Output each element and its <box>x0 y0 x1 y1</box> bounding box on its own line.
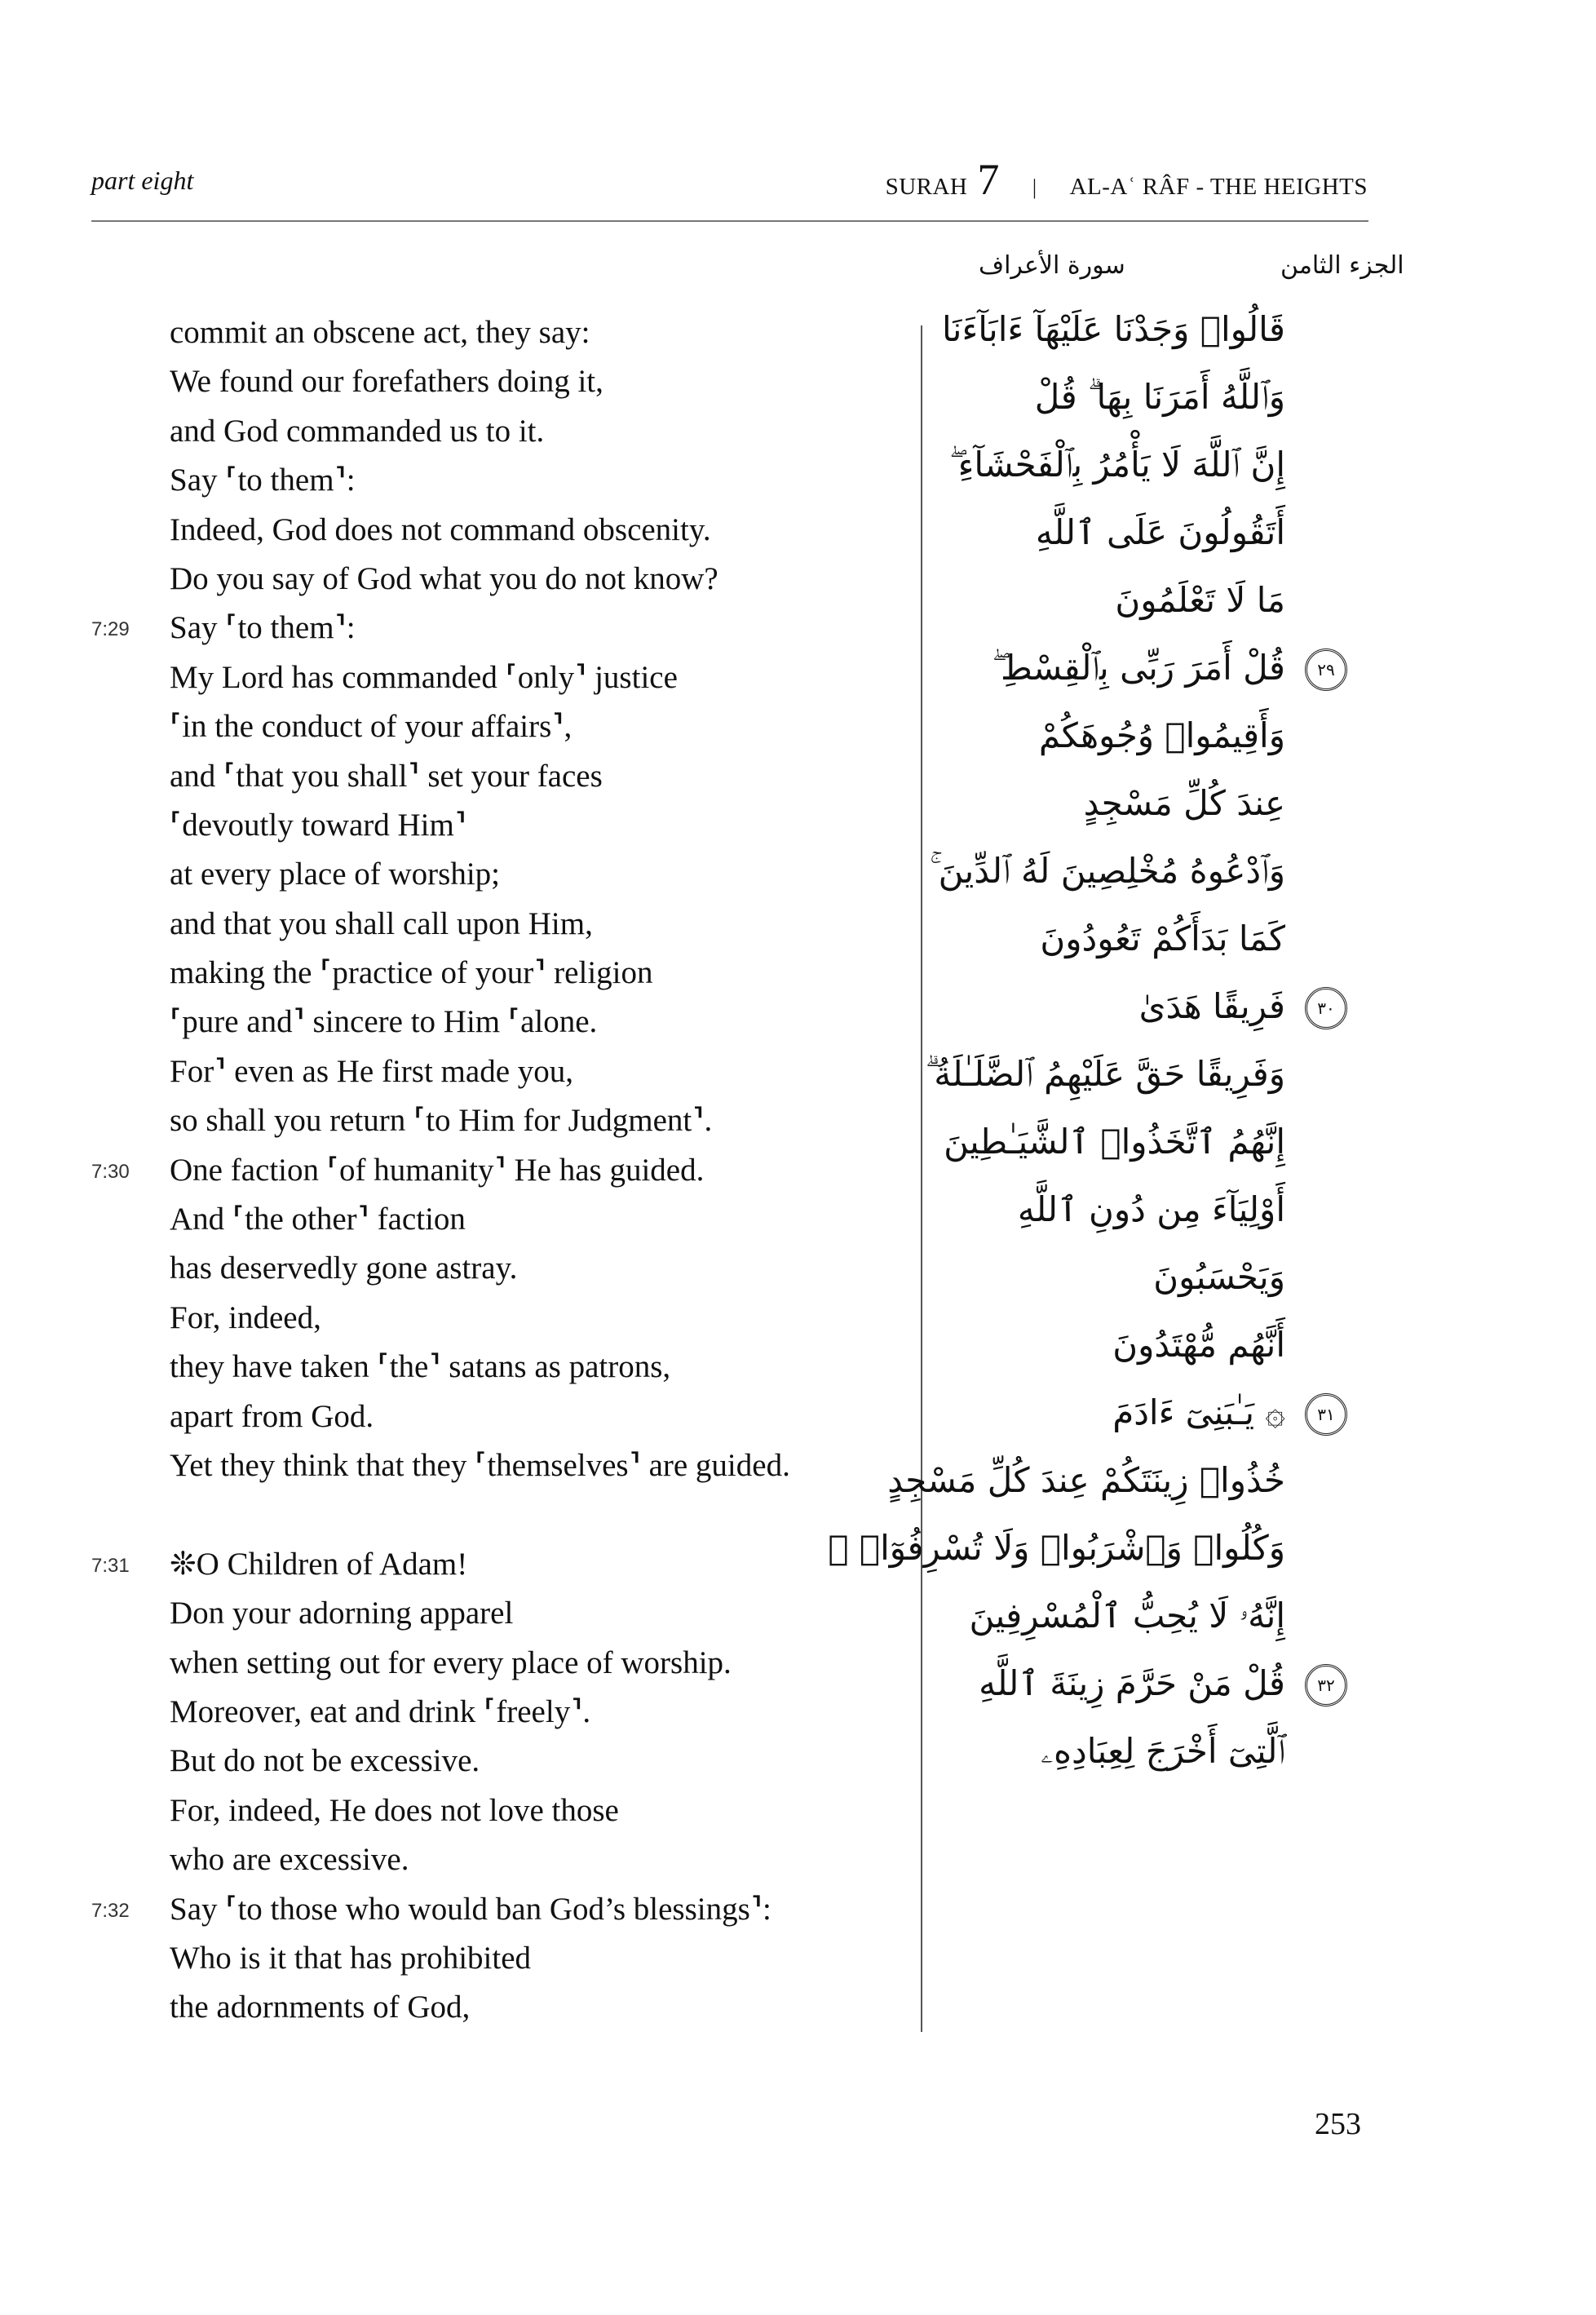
arabic-text: مَا لَا تَعْلَمُونَ <box>1115 580 1285 620</box>
translation-line <box>0 752 913 801</box>
arabic-text: كَمَا بَدَأَكُمْ تَعُودُونَ <box>1040 918 1285 958</box>
verse-marker-icon: ٣٠ <box>1305 987 1347 1029</box>
translation-line <box>0 506 913 555</box>
arabic-line <box>938 295 1285 363</box>
translation-text: so shall you return ⸢to Him for Judgment⸣. <box>170 1103 713 1139</box>
translation-text: apart from God. <box>170 1398 374 1434</box>
translation-line <box>0 850 913 899</box>
translation-text: Say ⸢to those who would ban God’s blessings⸣: <box>170 1891 771 1927</box>
translation-line <box>0 998 913 1047</box>
translation-text: ❊O Children of Adam! <box>170 1546 468 1582</box>
arabic-text: وَٱدْعُوهُ مُخْلِصِينَ لَهُ ٱلدِّينَ ۚ <box>930 851 1285 891</box>
translation-line <box>0 1146 913 1195</box>
arabic-line <box>938 1243 1285 1311</box>
arabic-text: وَفَرِيقًا حَقَّ عَلَيْهِمُ ٱلضَّلَـٰلَةُ ۗ <box>925 1054 1285 1094</box>
arabic-text: وَٱللَّهُ أَمَرَنَا بِهَا ۗ قُلْ <box>1034 377 1285 417</box>
translation-text: Say ⸢to them⸣: <box>170 463 356 498</box>
translation-text: ⸢devoutly toward Him⸣ <box>170 807 467 843</box>
translation-text: But do not be excessive. <box>170 1743 480 1779</box>
translation-line <box>0 1934 913 1983</box>
arabic-text: إِنَّهُۥ لَا يُحِبُّ ٱلْمُسْرِفِينَ <box>969 1596 1285 1636</box>
translation-line <box>0 949 913 998</box>
arabic-line <box>938 1379 1335 1446</box>
arabic-text: أَتَقُولُونَ عَلَى ٱللَّهِ <box>1035 512 1285 552</box>
translation-text: ⸢in the conduct of your affairs⸣, <box>170 709 573 745</box>
arabic-line <box>938 566 1285 634</box>
translation-text: For, indeed, <box>170 1299 321 1335</box>
translation-text: and God commanded us to it. <box>170 413 545 449</box>
arabic-text: أَوْلِيَآءَ مِن دُونِ ٱللَّهِ <box>1017 1189 1285 1229</box>
arabic-line <box>938 634 1335 702</box>
translation-text: My Lord has commanded ⸢only⸣ justice <box>170 659 678 695</box>
arabic-text: فَرِيقًا هَدَىٰ <box>1138 986 1285 1026</box>
translation-text: One faction ⸢of humanity⸣ He has guided. <box>170 1152 705 1188</box>
translation-line <box>0 604 913 653</box>
translation-text: when setting out for every place of worship. <box>170 1644 732 1680</box>
translation-line <box>0 1688 913 1737</box>
translation-text: has deservedly gone astray. <box>170 1250 518 1286</box>
translation-text: they have taken ⸢the⸣ satans as patrons, <box>170 1349 671 1385</box>
arabic-text: ۞ يَـٰبَنِىٓ ءَادَمَ <box>1112 1392 1285 1432</box>
translation-text: Moreover, eat and drink ⸢freely⸣. <box>170 1693 591 1729</box>
translation-line <box>0 1983 913 2032</box>
arabic-text: أَنَّهُم مُّهْتَدُونَ <box>1112 1325 1285 1365</box>
arabic-text: قَالُوا۟ وَجَدْنَا عَلَيْهَآ ءَابَآءَنَا <box>941 309 1285 349</box>
translation-line <box>0 1737 913 1786</box>
translation-line <box>0 1244 913 1293</box>
arabic-line <box>938 1311 1285 1379</box>
arabic-line <box>938 972 1335 1040</box>
translation-line <box>0 1392 913 1441</box>
arabic-line <box>938 702 1285 769</box>
translation-line <box>0 1096 913 1145</box>
arabic-line <box>938 1582 1285 1649</box>
translation-text: We found our forefathers doing it, <box>170 364 603 400</box>
translation-text: ⸢pure and⸣ sincere to Him ⸢alone. <box>170 1004 598 1040</box>
translation-line <box>0 1441 913 1490</box>
translation-text: and ⸢that you shall⸣ set your faces <box>170 758 603 794</box>
translation-text: And ⸢the other⸣ faction <box>170 1202 466 1237</box>
translation-line <box>0 1835 913 1884</box>
arabic-surah-header: سورة الأعراف <box>979 251 1125 280</box>
arabic-text-column <box>828 295 1335 1785</box>
translation-line <box>0 555 913 604</box>
header-separator: | <box>1032 175 1037 199</box>
surah-label: SURAH <box>885 174 968 200</box>
arabic-line <box>938 1175 1285 1243</box>
arabic-text: إِنَّ ٱللَّهَ لَا يَأْمُرُ بِٱلْفَحْشَآءِ ۖ <box>949 445 1285 485</box>
translation-text: Indeed, God does not command obscenity. <box>170 511 711 547</box>
translation-line <box>0 1047 913 1096</box>
verse-marker-icon: ٢٩ <box>1305 648 1347 691</box>
translation-line <box>0 1294 913 1343</box>
translation-text: Don your adorning apparel <box>170 1596 514 1631</box>
arabic-text: وَكُلُوا۟ وَٱشْرَبُوا۟ وَلَا تُسْرِفُوٓا۟ ۚ <box>828 1528 1285 1568</box>
arabic-text: خُذُوا۟ زِينَتَكُمْ عِندَ كُلِّ مَسْجِدٍ <box>887 1460 1285 1500</box>
header-rule <box>91 220 1368 222</box>
arabic-line <box>938 431 1285 498</box>
arabic-line <box>887 1446 1285 1514</box>
translation-text: Yet they think that they ⸢themselves⸣ are guided. <box>170 1447 790 1483</box>
translation-text: Who is it that has prohibited <box>170 1940 532 1976</box>
translation-line <box>0 1195 913 1244</box>
translation-text: For, indeed, He does not love those <box>170 1792 619 1828</box>
surah-number: 7 <box>977 155 1000 204</box>
arabic-line <box>925 1040 1285 1108</box>
verse-number: 7:31 <box>91 1554 130 1577</box>
arabic-text: إِنَّهُمُ ٱتَّخَذُوا۟ ٱلشَّيَـٰطِينَ <box>944 1122 1285 1162</box>
translation-line <box>0 407 913 456</box>
surah-title: AL-Aʿ RÂF - THE HEIGHTS <box>1069 174 1368 200</box>
arabic-text: قُلْ مَنْ حَرَّمَ زِينَةَ ٱللَّهِ <box>979 1663 1285 1703</box>
arabic-line <box>938 498 1285 566</box>
translation-text: at every place of worship; <box>170 857 501 892</box>
arabic-line <box>938 363 1285 431</box>
translation-text: Say ⸢to them⸣: <box>170 610 356 646</box>
translation-text: For⸣ even as He first made you, <box>170 1053 574 1089</box>
translation-line <box>0 900 913 949</box>
translation-text: who are excessive. <box>170 1842 409 1878</box>
translation-text: commit an obscene act, they say: <box>170 315 590 350</box>
translation-line <box>0 1540 913 1589</box>
translation-line <box>0 801 913 850</box>
verse-number: 7:29 <box>91 618 130 641</box>
arabic-line <box>828 1514 1285 1582</box>
arabic-line <box>938 905 1285 972</box>
translation-line <box>0 1490 913 1539</box>
translation-text: and that you shall call upon Him, <box>170 905 593 941</box>
translation-line <box>0 1885 913 1934</box>
verse-number: 7:32 <box>91 1899 130 1922</box>
arabic-line <box>938 1717 1285 1785</box>
arabic-text: عِندَ كُلِّ مَسْجِدٍ <box>1083 783 1285 823</box>
verse-number: 7:30 <box>91 1160 130 1183</box>
page-number: 253 <box>1315 2107 1361 2141</box>
arabic-text: ٱلَّتِىٓ أَخْرَجَ لِعِبَادِهِۦ <box>1041 1731 1285 1771</box>
arabic-line <box>938 1649 1335 1717</box>
arabic-line <box>938 769 1285 837</box>
column-divider <box>921 325 922 2032</box>
translation-line <box>0 702 913 751</box>
translation-line <box>0 456 913 505</box>
translation-text: the adornments of God, <box>170 1990 471 2025</box>
translation-line <box>0 357 913 406</box>
translation-line <box>0 1786 913 1835</box>
translation-line <box>0 1343 913 1392</box>
part-label: part eight <box>91 166 194 195</box>
translation-line <box>0 653 913 702</box>
arabic-line <box>938 1108 1285 1175</box>
english-translation-column <box>0 308 913 2033</box>
running-header <box>885 155 1368 204</box>
arabic-text: وَأَقِيمُوا۟ وُجُوهَكُمْ <box>1038 715 1285 755</box>
translation-line <box>0 308 913 357</box>
verse-marker-icon: ٣١ <box>1305 1393 1347 1436</box>
arabic-text: قُلْ أَمَرَ رَبِّى بِٱلْقِسْطِ ۖ <box>992 648 1285 688</box>
translation-text: making the ⸢practice of your⸣ religion <box>170 955 653 991</box>
translation-line <box>0 1639 913 1688</box>
arabic-text: وَيَحْسَبُونَ <box>1153 1257 1285 1297</box>
arabic-juz-header: الجزء الثامن <box>1280 251 1404 280</box>
verse-marker-icon: ٣٢ <box>1305 1664 1347 1706</box>
translation-line <box>0 1589 913 1638</box>
arabic-line <box>930 837 1285 905</box>
translation-text: Do you say of God what you do not know? <box>170 560 718 596</box>
